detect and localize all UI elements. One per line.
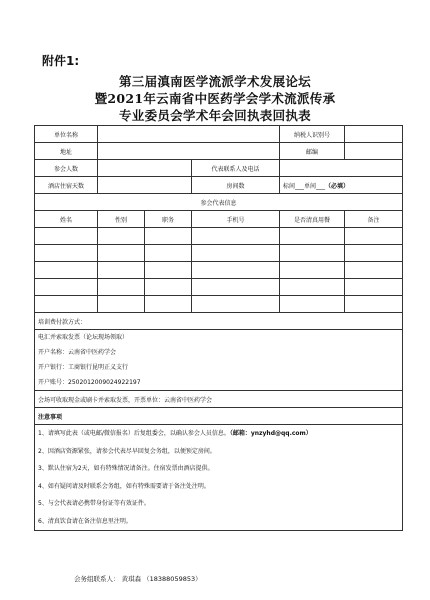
room-std-label: 标间 [283,182,296,190]
cell-position[interactable] [145,262,192,279]
cell-halal[interactable] [280,228,345,245]
header-position: 职务 [145,211,192,228]
single-room-label: 单间 [304,182,317,190]
header-remark: 备注 [345,211,403,228]
cell-gender[interactable] [98,296,145,313]
cell-gender[interactable] [98,279,145,296]
table-row [35,279,403,296]
row-hotel [35,177,403,194]
table-row [35,296,403,313]
cell-gender[interactable] [98,262,145,279]
cell-position[interactable] [145,279,192,296]
header-halal: 是否清真用餐 [280,211,345,228]
label-address: 地址 [35,143,98,160]
cell-name[interactable] [35,279,98,296]
rep-info-heading: 参会代表信息 [35,194,403,211]
notice-item: 4、如有疑问请及时联系会务组，如有特殊需要请于备注处注明。 [38,482,210,490]
required-note: （必填） [325,182,350,190]
input-tax-id[interactable] [345,126,403,143]
label-tax-id: 纳税人识别号 [280,126,345,143]
header-name: 姓名 [35,211,98,228]
cell-name[interactable] [35,228,98,245]
cell-phone[interactable] [192,245,280,262]
cell-position[interactable] [145,296,192,313]
pay-line-account-no: 开户账号：2502012009024922197 [38,379,141,386]
attachment-label: 附件1: [42,54,80,68]
cell-remark[interactable] [345,279,403,296]
cell-remark[interactable] [345,245,403,262]
organizer-contact: 会务组联系人： 黄琪森 （18388059853） [74,575,202,583]
pay-line-bank: 开户银行：工商银行昆明正义支行 [38,364,129,371]
row-headers [35,211,403,228]
notice-item: 5、与会代表请必携带身份证等有效证件。 [38,500,150,507]
label-rep-contact: 代表联系人及电话 [192,160,280,177]
notice-list [35,425,403,531]
input-unit-name[interactable] [98,126,280,143]
row-pay-method [35,313,403,330]
table-row [35,262,403,279]
notice-title: 注意事项 [35,408,403,425]
cell-phone[interactable] [192,228,280,245]
onsite-payment-note: 会场可收取现金或刷卡并索取发票，开票单位：云南省中医药学会 [35,391,403,408]
title-line-3: 专业委员会学术年会回执表回执表 [118,108,311,123]
cell-name[interactable] [35,245,98,262]
table-row [35,245,403,262]
label-attendees: 参会人数 [35,160,98,177]
label-hotel-days: 酒店住宿天数 [35,177,98,194]
row-notice-title [35,408,403,425]
title-line-1: 第三届滇南医学流派学术发展论坛 [118,74,311,89]
receipt-form-table [34,125,403,531]
row-rep-info [35,194,403,211]
cell-halal[interactable] [280,296,345,313]
row-onsite [35,391,403,408]
input-address[interactable] [98,143,280,160]
cell-halal[interactable] [280,245,345,262]
row-unit [35,126,403,143]
title-line-2: 暨2021年云南省中医药学会学术流派传承 [94,91,336,106]
input-attendees[interactable] [98,160,192,177]
pay-line-account-name: 开户名称：云南省中医药学会 [38,349,117,356]
table-row [35,228,403,245]
cell-name[interactable] [35,296,98,313]
cell-position[interactable] [145,228,192,245]
cell-remark[interactable] [345,262,403,279]
notice-item: 6、清真饮食请在备注信息里注明。 [38,517,132,525]
input-rep-contact[interactable] [280,160,403,177]
input-hotel-days[interactable] [98,177,192,194]
cell-position[interactable] [145,245,192,262]
notice-email: （邮箱：ynzyhd@qq.com） [229,430,312,437]
input-room-types[interactable]: 标间___单间___（必填） [280,177,403,194]
row-pay-details [35,330,403,391]
cell-halal[interactable] [280,262,345,279]
notice-item: 3、默认住宿为2天，如有特殊情况请备注。住宿发票由酒店提供。 [38,465,214,472]
pay-method-label: 培训费付款方式： [35,313,403,330]
row-address [35,143,403,160]
notice-item: 2、因酒店资源紧张，请参会代表尽早回复会务组，以便预定房间。 [38,447,216,455]
pay-details [35,330,403,391]
cell-halal[interactable] [280,279,345,296]
cell-gender[interactable] [98,228,145,245]
pay-line-wire: 电汇并索取发票（论坛现场领取） [38,334,129,341]
cell-phone[interactable] [192,296,280,313]
label-unit-name: 单位名称 [35,126,98,143]
header-gender: 性别 [98,211,145,228]
label-postcode: 邮编 [280,143,345,160]
notice-item: 1、请填写此表（或电邮/微信报名）后复组委会，以确认参会人员信息。（邮箱：ynzyhd@qq.com） [38,430,312,437]
row-notices [35,425,403,531]
input-postcode[interactable] [345,143,403,160]
cell-phone[interactable] [192,262,280,279]
cell-remark[interactable] [345,228,403,245]
cell-phone[interactable] [192,279,280,296]
cell-gender[interactable] [98,245,145,262]
header-phone: 手机号 [192,211,280,228]
cell-name[interactable] [35,262,98,279]
label-room-count: 房间数 [192,177,280,194]
cell-remark[interactable] [345,296,403,313]
row-attendees [35,160,403,177]
